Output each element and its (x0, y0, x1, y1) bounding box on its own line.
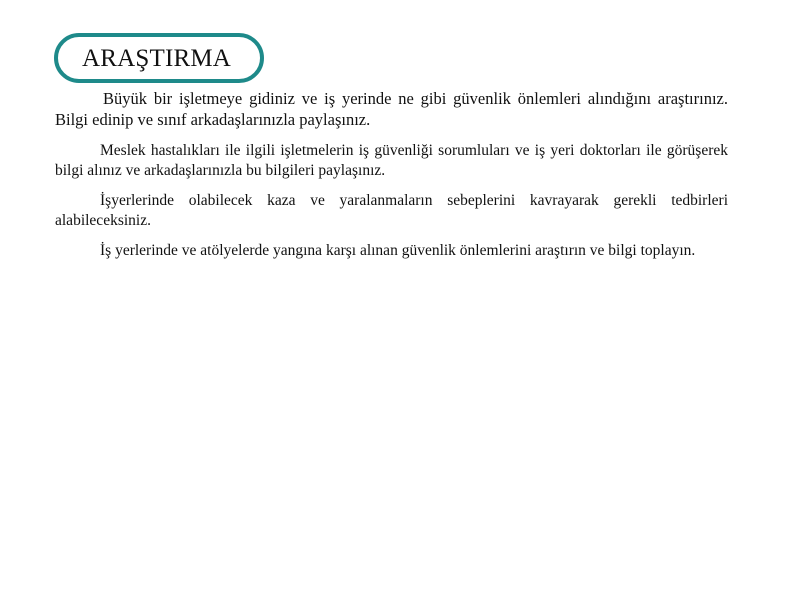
section-header-badge (54, 33, 264, 83)
research-paragraph-2: Meslek hastalıkları ile ilgili işletmelerin iş güvenliği sorumluları ve iş yeri doktorları ile görüşerek bilgi alınız ve arkadaşlarınızla bu bilgileri paylaşınız. (55, 142, 728, 179)
research-paragraph-1: Büyük bir işletmeye gidiniz ve iş yerinde ne gibi güvenlik önlemleri alındığını araştırınız. Bilgi edinip ve sınıf arkadaşlarınızla paylaşınız. (55, 89, 728, 129)
section-title: ARAŞTIRMA (82, 45, 232, 72)
research-paragraph-4: İş yerlerinde ve atölyelerde yangına karşı alınan güvenlik önlemlerini araştırın ve bilgi toplayın. (100, 242, 696, 259)
research-paragraph-3: İşyerlerinde olabilecek kaza ve yaralanmaların sebeplerini kavrayarak gerekli tedbirleri alabileceksiniz. (55, 192, 728, 229)
research-content (55, 88, 728, 271)
